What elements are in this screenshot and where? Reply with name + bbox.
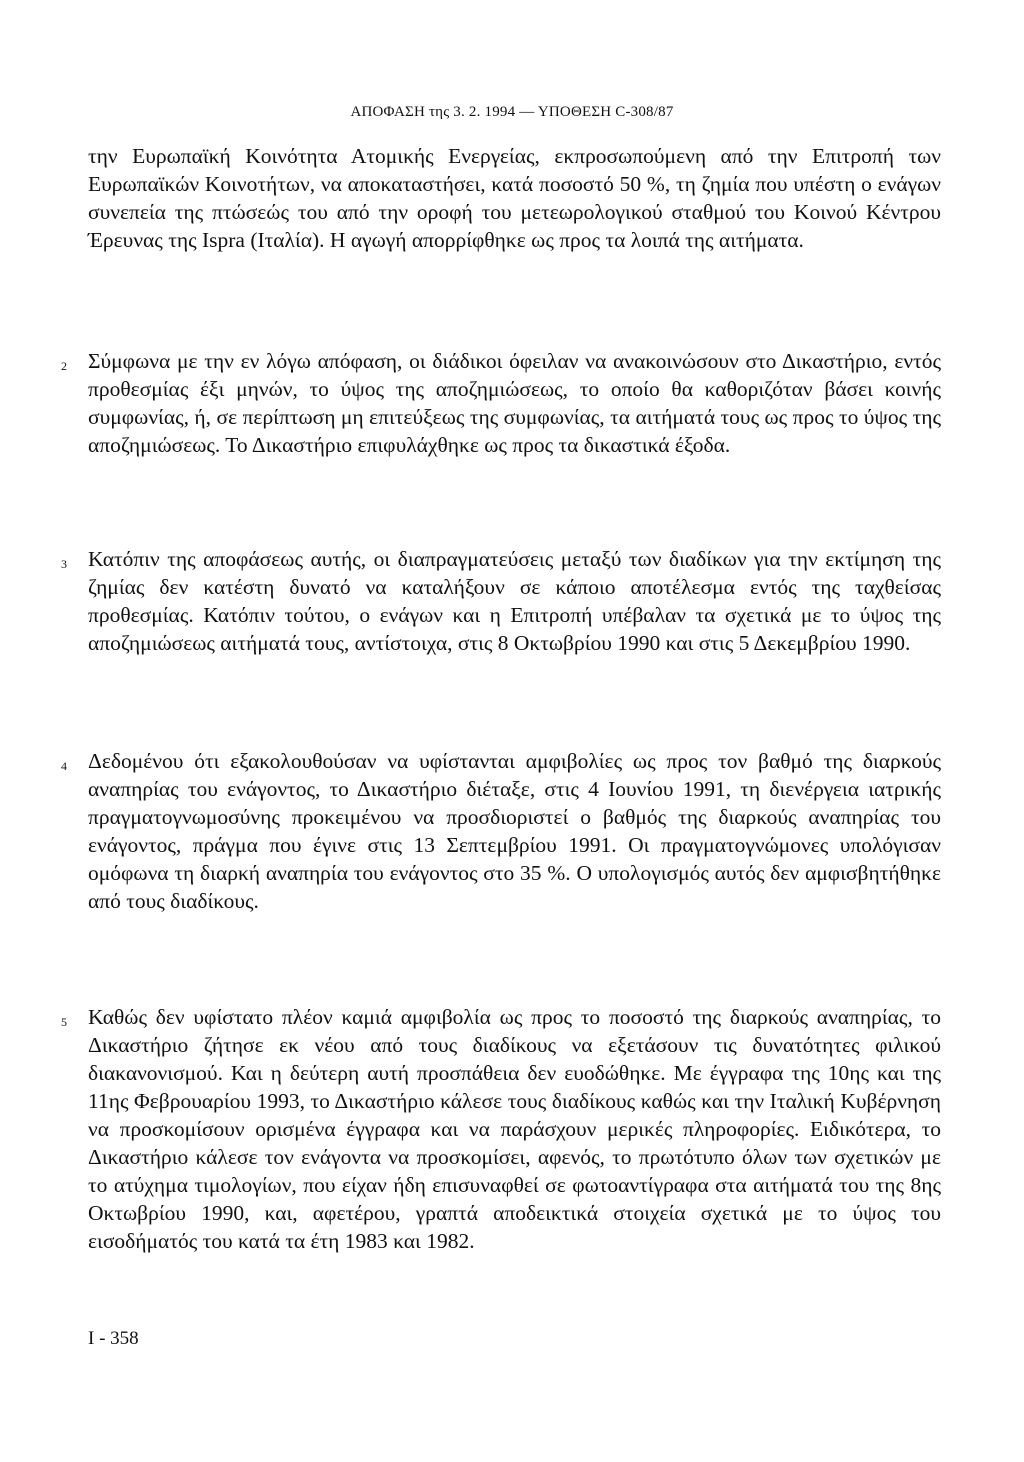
page-number: I - 358: [88, 1328, 139, 1349]
paragraph-number-4: 4: [61, 759, 67, 773]
paragraph-3: Κατόπιν της αποφάσεως αυτής, οι διαπραγματεύσεις μεταξύ των διαδίκων για την εκτίμηση της ζημίας δεν κατέστη δυνατό να καταλήξουν σε κάποιο αποτέλεσμα εντός της ταχθείσας προθεσμίας. Κατόπιν τούτου, ο ενάγων και η Επιτροπή υπέβαλαν τα σχετικά με το ύψος της αποζημιώσεως αιτήματά τους, αντίστοιχα, στις 8 Οκτωβρίου 1990 και στις 5 Δεκεμβρίου 1990.: [88, 547, 941, 655]
paragraph-2: Σύμφωνα με την εν λόγω απόφαση, οι διάδικοι όφειλαν να ανακοινώσουν στο Δικαστήριο, εντός προθεσμίας έξι μηνών, το ύψος της αποζημιώσεως, το οποίο θα καθοριζόταν βάσει κοινής συμφωνίας, ή, σε περίπτωση μη επιτεύξεως της συμφωνίας, τα αιτήματά τους ως προς το ύψος της αποζημιώσεως. Το Δικαστήριο επιφυλάχθηκε ως προς τα δικαστικά έξοδα.: [88, 349, 941, 457]
paragraph-4: Δεδομένου ότι εξακολουθούσαν να υφίστανται αμφιβολίες ως προς τον βαθμό της διαρκούς αναπηρίας του ενάγοντος, το Δικαστήριο διέταξε, στις 4 Ιουνίου 1991, τη διενέργεια ιατρικής πραγματογνωμοσύνης προκειμένου να προσδιοριστεί ο βαθμός της διαρκούς αναπηρίας του ενάγοντος, πράγμα που έγινε στις 13 Σεπτεμβρίου 1991. Οι πραγματογνώμονες υπολόγισαν ομόφωνα τη διαρκή αναπηρία του ενάγοντος στο 35 %. Ο υπολογισμός αυτός δεν αμφισβητήθηκε από τους διαδίκους.: [88, 749, 941, 913]
paragraph-number-3: 3: [61, 557, 67, 571]
paragraph-number-2: 2: [61, 359, 67, 373]
paragraph-5: Καθώς δεν υφίστατο πλέον καμιά αμφιβολία ως προς το ποσοστό της διαρκούς αναπηρίας, το Δικαστήριο ζήτησε εκ νέου από τους διαδίκους να εξετάσουν τις δυνατότητες φιλικού διακανονισμού. Και η δεύτερη αυτή προσπάθεια δεν ευοδώθηκε. Με έγγραφα της 10ης και της 11ης Φεβρουαρίου 1993, το Δικαστήριο κάλεσε τους διαδίκους καθώς και την Ιταλική Κυβέρνηση να προσκομίσουν ορισμένα έγγραφα και να παράσχουν μερικές πληροφορίες. Ειδικότερα, το Δικαστήριο κάλεσε τον ενάγοντα να προσκομίσει, αφενός, το πρωτότυπο όλων των σχετικών με το ατύχημα τιμολογίων, που είχαν ήδη επισυναφθεί σε φωτοαντίγραφα στα αιτήματά του της 8ης Οκτωβρίου 1990, και, αφετέρου, γραπτά αποδεικτικά στοιχεία σχετικά με το ύψος του εισοδήματός του κατά τα έτη 1983 και 1982.: [88, 1005, 941, 1253]
paragraph-number-5: 5: [61, 1015, 67, 1029]
page-header: ΑΠΟΦΑΣΗ της 3. 2. 1994 — ΥΠΟΘΕΣΗ C-308/87: [350, 104, 674, 120]
intro-paragraph: την Ευρωπαϊκή Κοινότητα Ατομικής Ενεργείας, εκπροσωπούμενη από την Επιτροπή των Ευρωπαϊκών Κοινοτήτων, να αποκαταστήσει, κατά ποσοστό 50 %, τη ζημία που υπέστη ο ενάγων συνεπεία της πτώσεώς του από την οροφή του μετεωρολογικού σταθμού του Κοινού Κέντρου Έρευνας της Ispra (Ιταλία). Η αγωγή απορρίφθηκε ως προς τα λοιπά της αιτήματα.: [88, 144, 941, 252]
